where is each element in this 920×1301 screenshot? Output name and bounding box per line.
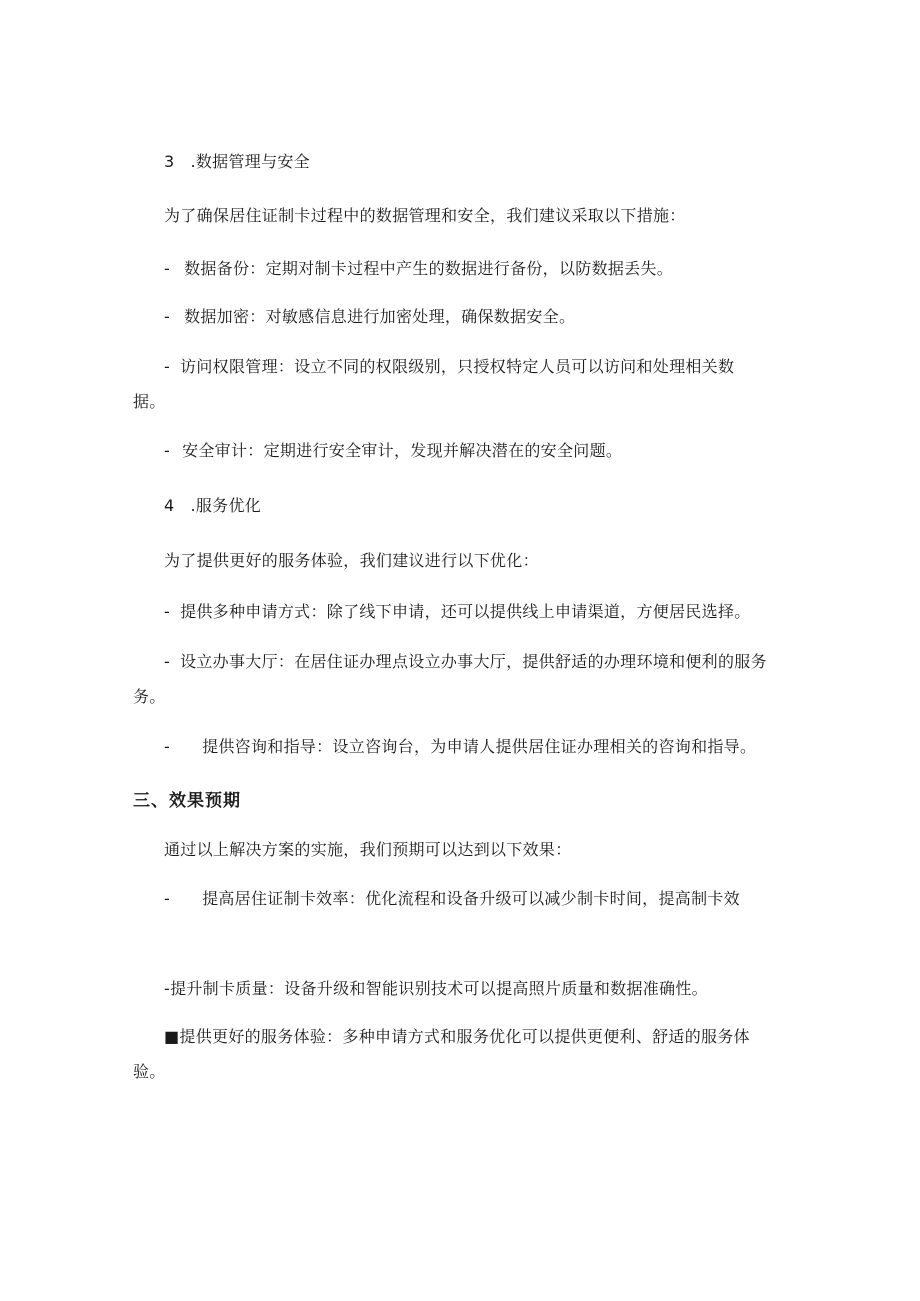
list-item-continuation: 验。	[133, 1062, 166, 1081]
section-4-intro: 为了提供更好的服务体验，我们建议进行以下优化：	[164, 551, 539, 570]
list-item	[164, 257, 673, 281]
list-bullet: -	[164, 307, 171, 326]
list-bullet: -	[164, 652, 171, 671]
list-item-text: 安全审计：定期进行安全审计，发现并解决潜在的安全问题。	[182, 441, 623, 460]
section-3-heading	[164, 150, 310, 174]
section-3-number: 3	[164, 152, 175, 171]
list-item-continuation: 务。	[133, 687, 166, 706]
list-item-continuation: 据。	[133, 392, 166, 411]
list-item	[164, 305, 575, 329]
list-item	[164, 735, 756, 759]
list-item-text: 提高居住证制卡效率：优化流程和设备升级可以减少制卡时间，提高制卡效	[202, 889, 740, 908]
list-item-text: 数据加密：对敏感信息进行加密处理，确保数据安全。	[184, 307, 576, 326]
list-item	[164, 355, 734, 379]
list-item-text: 访问权限管理：设立不同的权限级别，只授权特定人员可以访问和处理相关数	[180, 357, 735, 376]
section-4-number: 4	[164, 496, 175, 515]
list-bullet: -	[164, 441, 171, 460]
list-item-text: 数据备份：定期对制卡过程中产生的数据进行备份，以防数据丢失。	[184, 259, 674, 278]
list-item-text: 设立办事大厅：在居住证办理点设立办事大厅，提供舒适的办理环境和便利的服务	[180, 652, 767, 671]
list-item: -提升制卡质量：设备升级和智能识别技术可以提高照片质量和数据准确性。	[164, 979, 708, 998]
chapter-3-intro: 通过以上解决方案的实施，我们预期可以达到以下效果：	[164, 840, 572, 859]
section-4-title: .服务优化	[190, 496, 262, 515]
list-item-text: 提供多种申请方式：除了线下申请，还可以提供线上申请渠道，方便居民选择。	[180, 602, 751, 621]
list-item	[164, 887, 740, 911]
list-bullet: -	[164, 259, 171, 278]
section-3-title: .数据管理与安全	[190, 152, 310, 171]
list-item-text: 提供咨询和指导：设立咨询台，为申请人提供居住证办理相关的咨询和指导。	[202, 737, 757, 756]
list-bullet: -	[164, 737, 171, 756]
chapter-3-heading: 三、效果预期	[133, 791, 241, 811]
list-item	[164, 439, 622, 463]
list-item	[164, 600, 751, 624]
list-bullet: -	[164, 602, 171, 621]
section-3-intro: 为了确保居住证制卡过程中的数据管理和安全，我们建议采取以下措施：	[164, 206, 686, 225]
list-item	[164, 650, 767, 674]
list-item: ■提供更好的服务体验：多种申请方式和服务优化可以提供更便利、舒适的服务体	[164, 1027, 750, 1046]
list-bullet: -	[164, 889, 171, 908]
section-4-heading	[164, 494, 261, 518]
list-bullet: -	[164, 357, 171, 376]
